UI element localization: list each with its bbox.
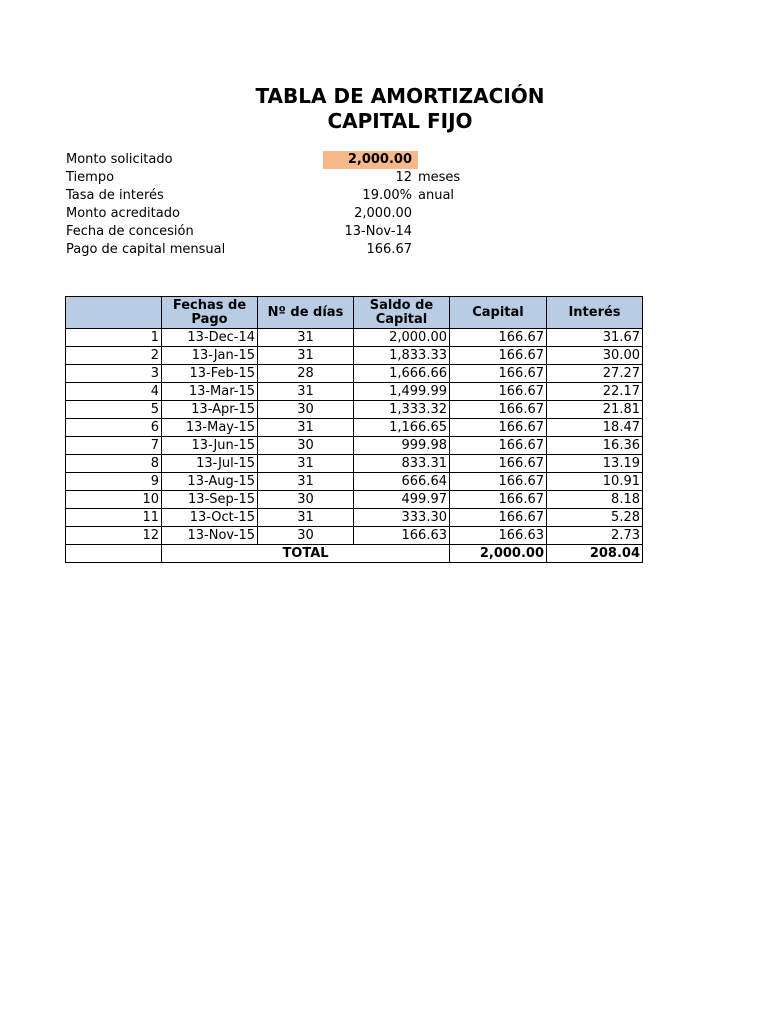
table-row	[66, 527, 643, 545]
cell-number[interactable]: 9	[66, 473, 162, 491]
total-interes: 208.04	[547, 545, 643, 563]
table-header-row	[66, 297, 643, 329]
cell-saldo[interactable]: 333.30	[354, 509, 450, 527]
header-fechas-pago: Fechas de Pago	[162, 297, 258, 329]
cell-number[interactable]: 1	[66, 329, 162, 347]
cell-saldo[interactable]: 1,166.65	[354, 419, 450, 437]
cell-capital[interactable]: 166.67	[450, 419, 547, 437]
cell-capital[interactable]: 166.67	[450, 365, 547, 383]
table-row	[66, 365, 643, 383]
cell-interes[interactable]: 31.67	[547, 329, 643, 347]
cell-capital[interactable]: 166.67	[450, 473, 547, 491]
info-unit: meses	[418, 170, 461, 185]
info-label: Monto acreditado	[66, 206, 180, 221]
cell-dias[interactable]: 31	[258, 329, 354, 347]
cell-fecha[interactable]: 13-May-15	[162, 419, 258, 437]
info-row-tiempo	[66, 169, 466, 187]
cell-number[interactable]: 8	[66, 455, 162, 473]
cell-capital[interactable]: 166.67	[450, 509, 547, 527]
cell-number[interactable]: 11	[66, 509, 162, 527]
cell-fecha[interactable]: 13-Mar-15	[162, 383, 258, 401]
info-row-pago-capital	[66, 241, 466, 259]
cell-interes[interactable]: 2.73	[547, 527, 643, 545]
cell-saldo[interactable]: 499.97	[354, 491, 450, 509]
cell-number[interactable]: 7	[66, 437, 162, 455]
header-interes: Interés	[547, 297, 643, 329]
table-row	[66, 509, 643, 527]
total-capital: 2,000.00	[450, 545, 547, 563]
cell-saldo[interactable]: 2,000.00	[354, 329, 450, 347]
info-row-fecha-concesion	[66, 223, 466, 241]
cell-number[interactable]: 6	[66, 419, 162, 437]
total-empty-cell	[66, 545, 162, 563]
cell-saldo[interactable]: 1,666.66	[354, 365, 450, 383]
cell-number[interactable]: 10	[66, 491, 162, 509]
cell-saldo[interactable]: 1,333.32	[354, 401, 450, 419]
info-label: Tasa de interés	[66, 188, 164, 203]
table-row	[66, 401, 643, 419]
cell-saldo[interactable]: 833.31	[354, 455, 450, 473]
table-row	[66, 347, 643, 365]
header-saldo-capital: Saldo de Capital	[354, 297, 450, 329]
cell-interes[interactable]: 21.81	[547, 401, 643, 419]
cell-interes[interactable]: 5.28	[547, 509, 643, 527]
info-label: Monto solicitado	[66, 152, 173, 167]
cell-dias[interactable]: 30	[258, 437, 354, 455]
info-label: Fecha de concesión	[66, 224, 194, 239]
cell-fecha[interactable]: 13-Nov-15	[162, 527, 258, 545]
info-value: 13-Nov-14	[344, 224, 412, 239]
info-value: 19.00%	[362, 188, 412, 203]
info-label: Pago de capital mensual	[66, 242, 226, 257]
info-value: 166.67	[366, 242, 412, 257]
cell-dias[interactable]: 31	[258, 455, 354, 473]
cell-capital[interactable]: 166.67	[450, 329, 547, 347]
table-row	[66, 455, 643, 473]
cell-capital[interactable]: 166.67	[450, 383, 547, 401]
cell-capital[interactable]: 166.63	[450, 527, 547, 545]
info-value: 12	[395, 170, 412, 185]
loan-info	[66, 151, 466, 259]
table-row	[66, 419, 643, 437]
cell-fecha[interactable]: 13-Jun-15	[162, 437, 258, 455]
amortization-table	[65, 296, 643, 563]
cell-fecha[interactable]: 13-Aug-15	[162, 473, 258, 491]
cell-fecha[interactable]: 13-Oct-15	[162, 509, 258, 527]
cell-capital[interactable]: 166.67	[450, 455, 547, 473]
cell-capital[interactable]: 166.67	[450, 347, 547, 365]
cell-dias[interactable]: 31	[258, 347, 354, 365]
info-row-tasa	[66, 187, 466, 205]
cell-number[interactable]: 4	[66, 383, 162, 401]
cell-fecha[interactable]: 13-Apr-15	[162, 401, 258, 419]
cell-saldo[interactable]: 1,833.33	[354, 347, 450, 365]
cell-interes[interactable]: 27.27	[547, 365, 643, 383]
cell-saldo[interactable]: 999.98	[354, 437, 450, 455]
table-body	[66, 329, 643, 545]
table-row	[66, 383, 643, 401]
cell-interes[interactable]: 16.36	[547, 437, 643, 455]
info-value: 2,000.00	[354, 206, 412, 221]
cell-saldo[interactable]: 666.64	[354, 473, 450, 491]
cell-fecha[interactable]: 13-Feb-15	[162, 365, 258, 383]
cell-interes[interactable]: 8.18	[547, 491, 643, 509]
cell-number[interactable]: 3	[66, 365, 162, 383]
cell-saldo[interactable]: 166.63	[354, 527, 450, 545]
cell-dias[interactable]: 30	[258, 401, 354, 419]
table-row	[66, 473, 643, 491]
cell-number[interactable]: 5	[66, 401, 162, 419]
cell-number[interactable]: 2	[66, 347, 162, 365]
table-row	[66, 437, 643, 455]
info-unit: anual	[418, 188, 455, 203]
total-label: TOTAL	[162, 545, 450, 563]
cell-fecha[interactable]: 13-Jul-15	[162, 455, 258, 473]
cell-saldo[interactable]: 1,499.99	[354, 383, 450, 401]
header-number	[66, 297, 162, 329]
cell-capital[interactable]: 166.67	[450, 437, 547, 455]
monto-solicitado-cell[interactable]: 2,000.00	[323, 151, 418, 169]
cell-interes[interactable]: 10.91	[547, 473, 643, 491]
info-row-monto-acreditado	[66, 205, 466, 223]
info-label: Tiempo	[66, 170, 115, 185]
cell-capital[interactable]: 166.67	[450, 401, 547, 419]
cell-dias[interactable]: 31	[258, 419, 354, 437]
table-total-row	[66, 545, 643, 563]
info-row-monto-solicitado	[66, 151, 466, 169]
cell-fecha[interactable]: 13-Sep-15	[162, 491, 258, 509]
document-subtitle: CAPITAL FIJO	[327, 109, 473, 133]
header-capital: Capital	[450, 297, 547, 329]
header-dias: Nº de días	[258, 297, 354, 329]
document-title: TABLA DE AMORTIZACIÓN	[255, 84, 545, 108]
cell-capital[interactable]: 166.67	[450, 491, 547, 509]
cell-fecha[interactable]: 13-Dec-14	[162, 329, 258, 347]
cell-fecha[interactable]: 13-Jan-15	[162, 347, 258, 365]
table-row	[66, 491, 643, 509]
cell-dias[interactable]: 31	[258, 473, 354, 491]
cell-dias[interactable]: 31	[258, 509, 354, 527]
cell-interes[interactable]: 18.47	[547, 419, 643, 437]
cell-dias[interactable]: 30	[258, 491, 354, 509]
table-row	[66, 329, 643, 347]
cell-interes[interactable]: 22.17	[547, 383, 643, 401]
cell-interes[interactable]: 30.00	[547, 347, 643, 365]
cell-interes[interactable]: 13.19	[547, 455, 643, 473]
cell-dias[interactable]: 30	[258, 527, 354, 545]
cell-dias[interactable]: 31	[258, 383, 354, 401]
cell-number[interactable]: 12	[66, 527, 162, 545]
cell-dias[interactable]: 28	[258, 365, 354, 383]
